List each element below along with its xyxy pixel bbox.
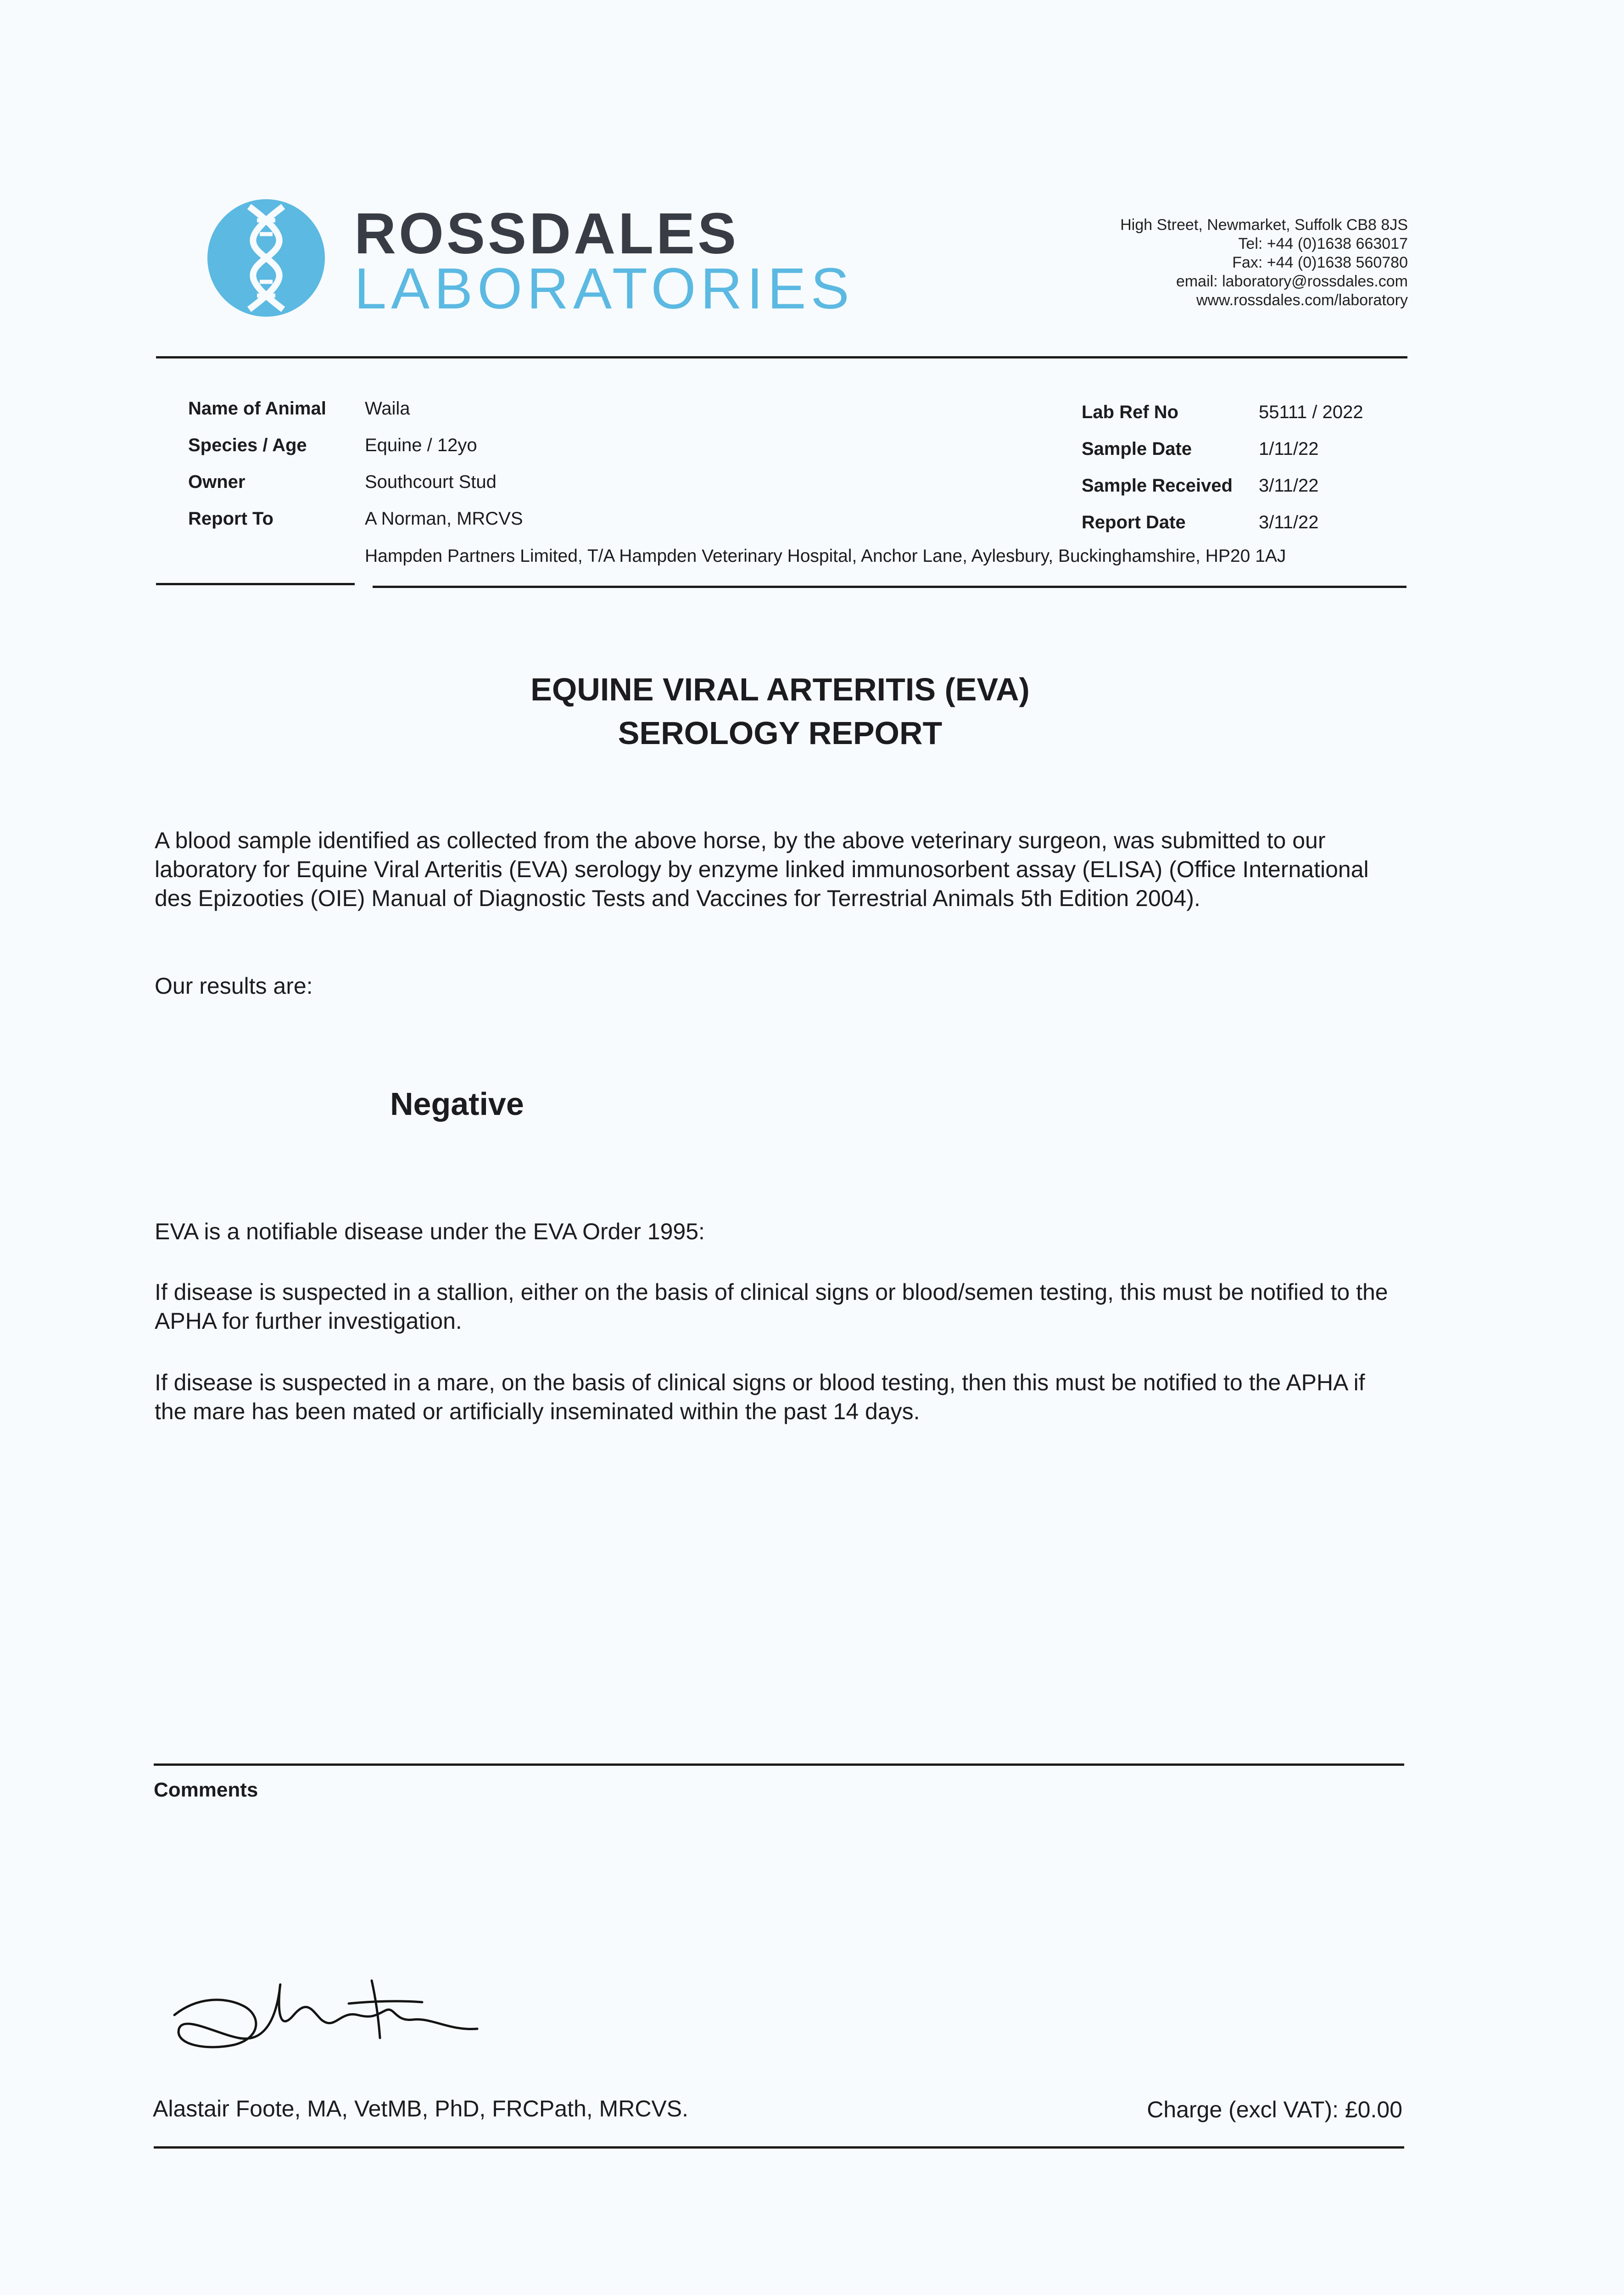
lab-name-line1: ROSSDALES xyxy=(354,201,739,266)
species-age-value: Equine / 12yo xyxy=(365,435,477,455)
sample-date-label: Sample Date xyxy=(1082,439,1192,459)
name-of-animal-label: Name of Animal xyxy=(188,398,326,419)
details-divider-right xyxy=(373,586,1406,588)
header-divider xyxy=(156,356,1407,358)
intro-text: A blood sample identified as collected from the above horse, by the above veterinary surgeon, was submitted to our laboratory for Equine Viral Arteritis (EVA) serology by enzyme linked immunosorbent assay (ELISA) (Office International des Epizooties (OIE) Manual of Diagnostic Tests and Vaccines for Terrestrial Animals 5th Edition 2004). xyxy=(155,828,1369,911)
intro-paragraph xyxy=(155,826,1389,913)
lab-logo-icon xyxy=(206,197,327,319)
details-divider-left xyxy=(156,583,355,585)
sample-received-label: Sample Received xyxy=(1082,476,1233,496)
sample-date-value: 1/11/22 xyxy=(1259,439,1319,459)
signatory-name: Alastair Foote, MA, VetMB, PhD, FRCPath, MRCVS. xyxy=(153,2096,689,2121)
name-of-animal-value: Waila xyxy=(365,398,410,419)
comments-label: Comments xyxy=(154,1779,258,1801)
stallion-text: If disease is suspected in a stallion, either on the basis of clinical signs or blood/semen testing, this must be notified to the APHA for further investigation. xyxy=(155,1279,1388,1334)
owner-label: Owner xyxy=(188,472,246,492)
charge-text: Charge (excl VAT): £0.00 xyxy=(1147,2097,1402,2122)
report-date-value: 3/11/22 xyxy=(1259,512,1319,532)
results-label: Our results are: xyxy=(155,973,313,999)
report-title-line2: SEROLOGY REPORT xyxy=(618,715,943,751)
owner-value: Southcourt Stud xyxy=(365,472,497,492)
species-age-label: Species / Age xyxy=(188,435,307,455)
lab-address-email: email: laboratory@rossdales.com xyxy=(1176,273,1408,290)
lab-address-fax: Fax: +44 (0)1638 560780 xyxy=(1232,254,1408,271)
sample-received-value: 3/11/22 xyxy=(1259,476,1319,496)
practice-address: Hampden Partners Limited, T/A Hampden Veterinary Hospital, Anchor Lane, Aylesbury, Buckinghamshire, HP20 1AJ xyxy=(365,546,1286,566)
lab-address-block xyxy=(995,216,1408,310)
lab-address-website: www.rossdales.com/laboratory xyxy=(1196,291,1408,309)
comments-divider xyxy=(154,1763,1404,1766)
report-date-label: Report Date xyxy=(1082,512,1186,532)
mare-text: If disease is suspected in a mare, on the basis of clinical signs or blood testing, then this must be notified to the APHA if the mare has been mated or artificially inseminated within the past 14 days. xyxy=(155,1370,1365,1424)
report-to-label: Report To xyxy=(188,509,273,529)
result-value: Negative xyxy=(390,1086,524,1122)
lab-address-street: High Street, Newmarket, Suffolk CB8 8JS xyxy=(1120,216,1408,234)
lab-address-tel: Tel: +44 (0)1638 663017 xyxy=(1238,235,1408,252)
footer-divider xyxy=(154,2146,1404,2149)
report-title-line1: EQUINE VIRAL ARTERITIS (EVA) xyxy=(530,672,1030,707)
lab-ref-label: Lab Ref No xyxy=(1082,402,1179,422)
notifiable-text: EVA is a notifiable disease under the EVA Order 1995: xyxy=(155,1219,705,1244)
lab-name-line2: LABORATORIES xyxy=(354,256,854,321)
report-to-value: A Norman, MRCVS xyxy=(365,509,523,529)
lab-ref-value: 55111 / 2022 xyxy=(1259,402,1363,422)
signature-image xyxy=(156,1946,486,2066)
